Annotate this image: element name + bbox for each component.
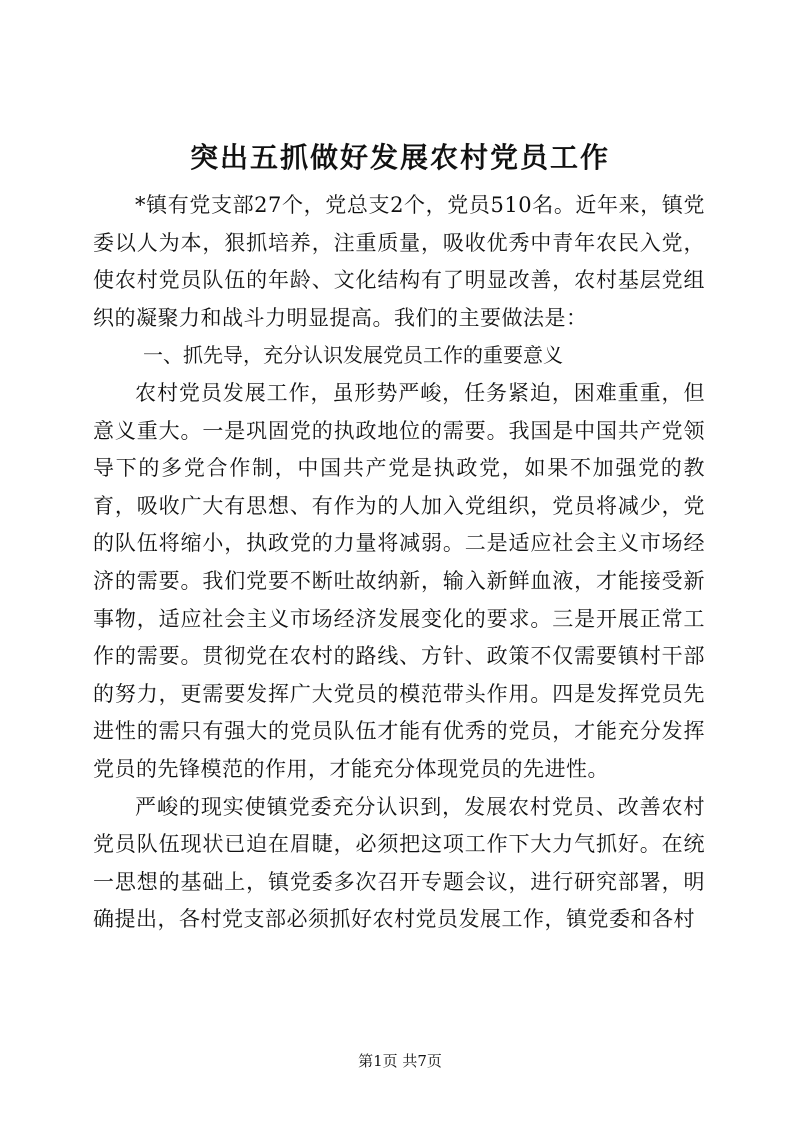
body-paragraph: 严峻的现实使镇党委充分认识到，发展农村党员、改善农村党员队伍现状已迫在眉睫，必须把这项工作下大力气抓好。在统一思想的基础上，镇党委多次召开专题会议，进行研究部署，明确提出，各村党支部必须抓好农村党员发展工作，镇党委和各村 [93,794,705,932]
page-number-footer: 第1页 共7页 [358,1052,442,1070]
body-paragraph: 农村党员发展工作，虽形势严峻，任务紧迫，困难重重，但意义重大。一是巩固党的执政地位的需要。我国是中国共产党领导下的多党合作制，中国共产党是执政党，如果不加强党的教育，吸收广大有思想、有作为的人加入党组织，党员将减少，党的队伍将缩小，执政党的力量将减弱。二是适应社会主义市场经济的需要。我们党要不断吐故纳新，输入新鲜血液，才能接受新事物，适应社会主义市场经济发展变化的要求。三是开展正常工作的需要。贯彻党在农村的路线、方针、政策不仅需要镇村干部的努力，更需要发挥广大党员的模范带头作用。四是发挥党员先进性的需只有强大的党员队伍才能有优秀的党员，才能充分发挥党员的先锋模范的作用，才能充分体现党员的先进性。 [93,380,705,781]
document-title: 突出五抓做好发展农村党员工作 [189,141,610,174]
intro-paragraph: *镇有党支部27个，党总支2个，党员510名。近年来，镇党委以人为本，狠抓培养，注重质量，吸收优秀中青年农民入党，使农村党员队伍的年龄、文化结构有了明显改善，农村基层党组织的凝聚力和战斗力明显提高。我们的主要做法是： [93,193,705,330]
section-heading: 一、抓先导，充分认识发展党员工作的重要意义 [143,343,563,368]
document-body [93,187,705,939]
